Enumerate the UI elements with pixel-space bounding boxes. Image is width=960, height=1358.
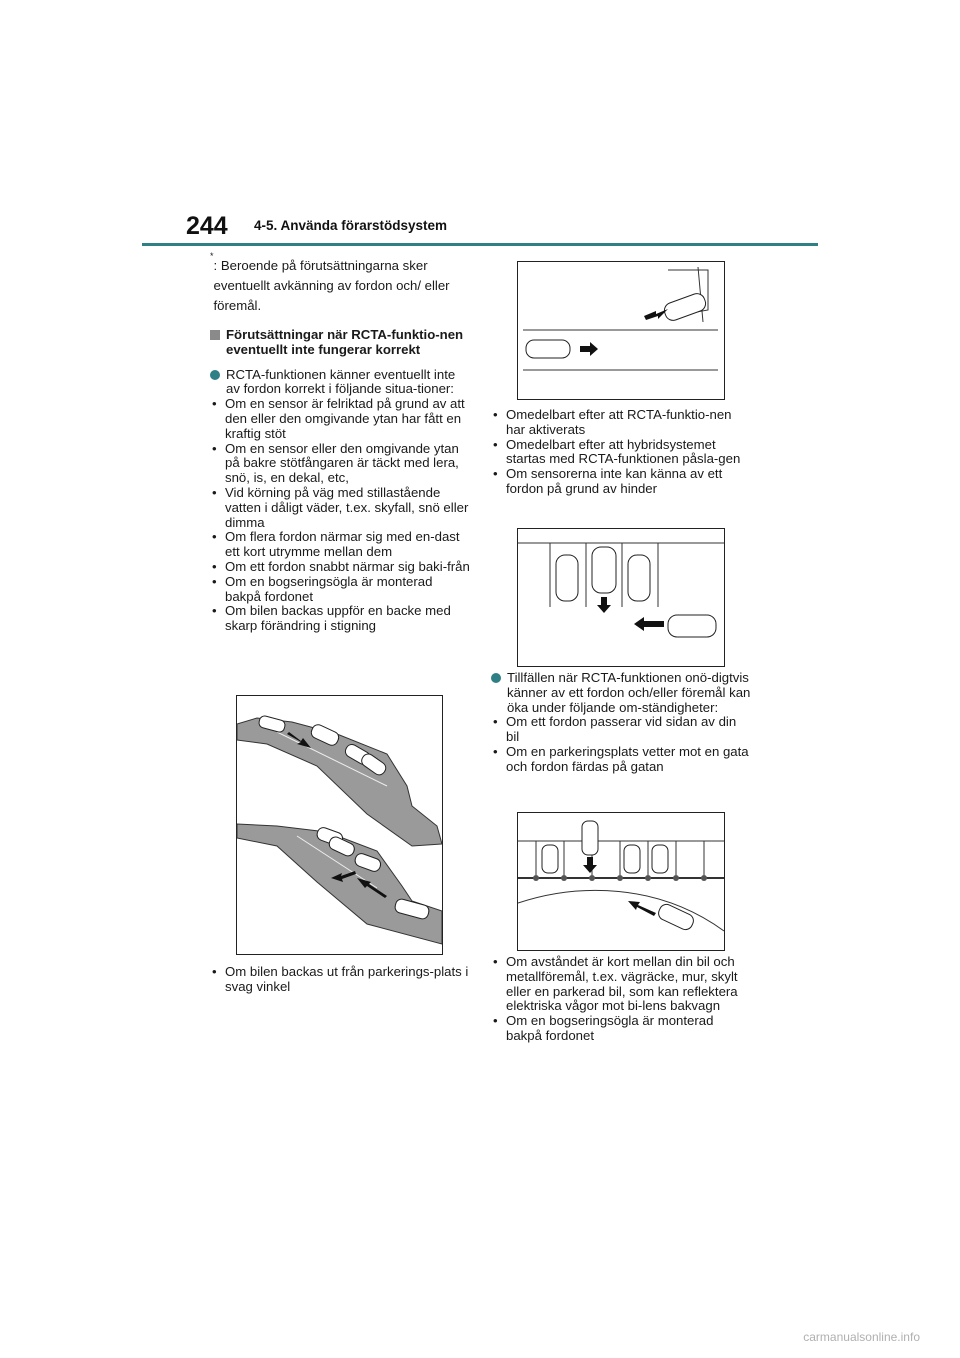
list-item: • Om flera fordon närmar sig med en-dast ett kort utrymme mellan dem xyxy=(210,530,472,560)
list-item: • Om en parkeringsplats vetter mot en gata och fordon färdas på gatan xyxy=(491,745,753,775)
list-item: • Om bilen backas ut från parkerings-plats i svag vinkel xyxy=(210,965,472,995)
street-parking-illustration xyxy=(517,812,725,951)
conditions-list xyxy=(491,408,753,497)
list-item: • Vid körning på väg med stillastående vatten i dåligt väder, t.ex. skyfall, snö eller dimma xyxy=(210,486,472,530)
list-item: • Omedelbart efter att hybridsystemet startas med RCTA-funktionen påsla-gen xyxy=(491,438,753,468)
arrow-icon xyxy=(634,617,664,631)
arrow-icon xyxy=(644,309,668,320)
left-column-bottom xyxy=(210,965,472,995)
list-item: • Om ett fordon snabbt närmar sig baki-från xyxy=(210,560,472,575)
page-number: 244 xyxy=(186,212,228,240)
footnote-text: : Beroende på förutsättningarna sker eventuellt avkänning av fordon och/ eller föremål. xyxy=(213,258,450,313)
lead-paragraph xyxy=(210,368,472,398)
list-item: • Om bilen backas uppför en backe med skarp förändring i stigning xyxy=(210,604,472,634)
list-item: • Om en sensor eller den omgivande ytan på bakre stötfångaren är täckt med lera, snö, is, en dekal, etc, xyxy=(210,442,472,486)
footnote xyxy=(210,251,472,316)
conditions-list xyxy=(210,397,472,634)
angled-parking-illustration xyxy=(517,261,725,400)
right-column-middle xyxy=(491,671,753,775)
list-item: • Om sensorerna inte kan känna av ett fordon på grund av hinder xyxy=(491,467,753,497)
subheading xyxy=(210,328,472,358)
arrow-icon xyxy=(583,857,597,873)
list-item: • Om ett fordon passerar vid sidan av din bil xyxy=(491,715,753,745)
subheading-text: Förutsättningar när RCTA-funktio-nen eventuellt inte fungerar korrekt xyxy=(226,327,464,357)
list-item: • Om avståndet är kort mellan din bil och metallföremål, t.ex. vägräcke, mur, skylt eller en parkerad bil, som kan reflektera elektriska vågor mot bi-lens bakvagn xyxy=(491,955,753,1014)
left-column xyxy=(210,251,472,634)
conditions-list xyxy=(491,715,753,774)
lead-text: Tillfällen när RCTA-funktionen onö-digtvis känner av ett fordon och/eller föremål kan öka under följande om-ständigheter: xyxy=(507,670,751,715)
car-icon xyxy=(526,291,708,358)
list-item: • Omedelbart efter att RCTA-funktio-nen har aktiverats xyxy=(491,408,753,438)
circle-bullet-icon xyxy=(491,673,501,683)
arrow-icon xyxy=(580,342,598,356)
footnote-marker: * xyxy=(210,251,214,261)
header-divider xyxy=(142,243,818,246)
parking-row-illustration xyxy=(517,528,725,667)
square-bullet-icon xyxy=(210,330,220,340)
conditions-list-continued xyxy=(210,965,472,995)
list-item: • Om en bogseringsögla är monterad bakpå fordonet xyxy=(210,575,472,605)
arrow-icon xyxy=(597,597,611,613)
list-item: • Om en bogseringsögla är monterad bakpå fordonet xyxy=(491,1014,753,1044)
arrow-icon xyxy=(628,901,656,916)
slope-illustration xyxy=(236,695,443,955)
watermark: carmanualsonline.info xyxy=(803,1330,920,1344)
right-column-top xyxy=(491,408,753,497)
right-column-bottom xyxy=(491,955,753,1044)
lead-paragraph xyxy=(491,671,753,715)
lead-text: RCTA-funktionen känner eventuellt inte av fordon korrekt i följande situa-tioner: xyxy=(226,366,456,397)
section-title: 4-5. Använda förarstödsystem xyxy=(254,218,448,233)
circle-bullet-icon xyxy=(210,370,220,380)
conditions-list xyxy=(491,955,753,1044)
list-item: • Om en sensor är felriktad på grund av att den eller den omgivande ytan har fått en kraftig stöt xyxy=(210,397,472,441)
